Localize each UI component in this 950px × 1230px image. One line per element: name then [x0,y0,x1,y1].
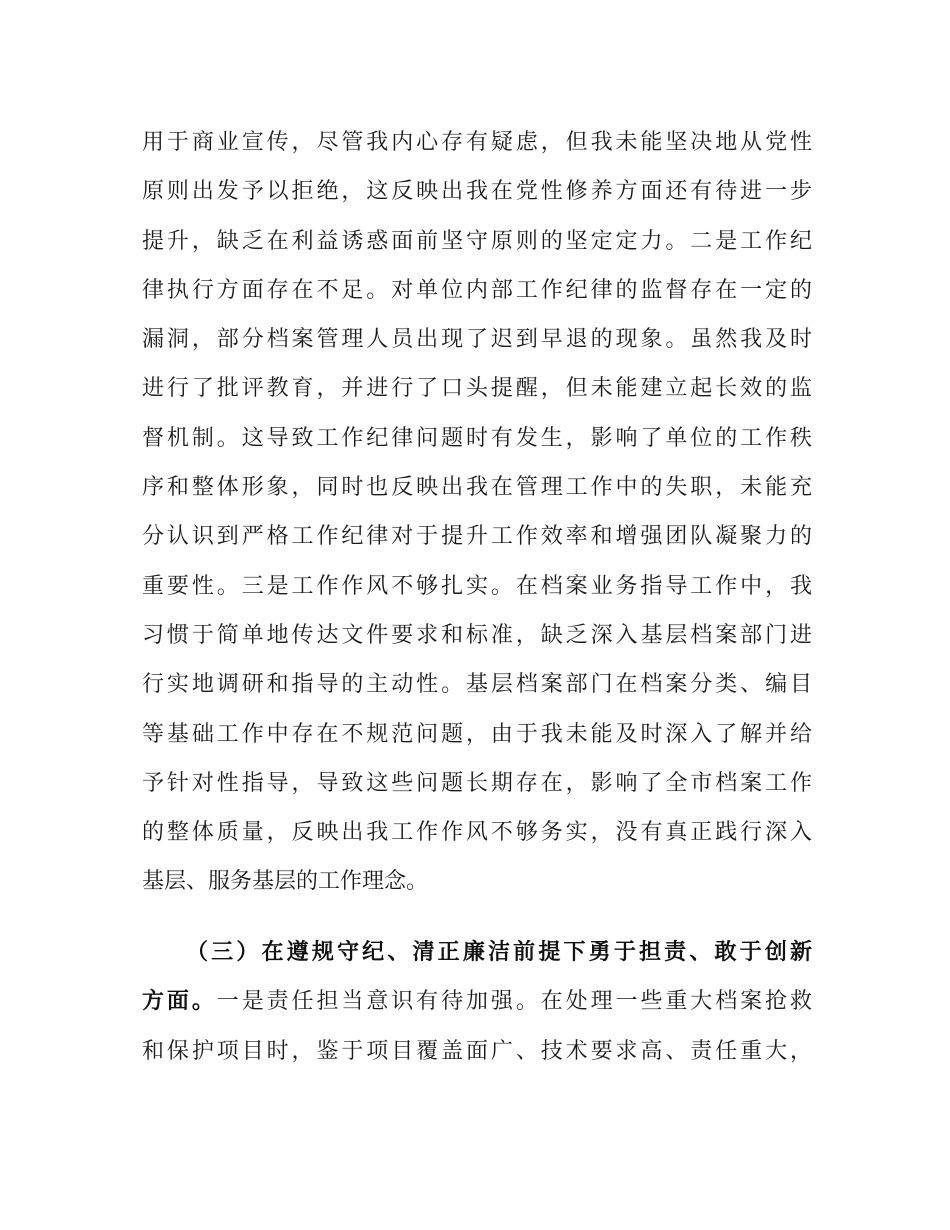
section-heading-end: 方面。 [142,989,217,1015]
section-paragraph [142,928,812,1076]
paragraph-line: 进行了批评教育，并进行了口头提醒，但未能建立起长效的监 [142,376,812,402]
paragraph-line: 的整体质量，反映出我工作作风不够务实，没有真正践行深入 [142,820,812,846]
paragraph-line: 督机制。这导致工作纪律问题时有发生，影响了单位的工作秩 [142,425,812,451]
paragraph-line: 漏洞，部分档案管理人员出现了迟到早退的现象。虽然我及时 [142,327,812,353]
body-paragraph [142,118,812,907]
paragraph-line: 基层、服务基层的工作理念。 [142,869,429,895]
paragraph-line [142,977,812,1026]
paragraph-line: 和保护项目时，鉴于项目覆盖面广、技术要求高、责任重大， [142,1038,812,1064]
paragraph-line: 序和整体形象，同时也反映出我在管理工作中的失职，未能充 [142,475,812,501]
paragraph-line: 行实地调研和指导的主动性。基层档案部门在档案分类、编目 [142,672,812,698]
paragraph-line: 习惯于简单地传达文件要求和标准，缺乏深入基层档案部门进 [142,622,812,648]
paragraph-line: 分认识到严格工作纪律对于提升工作效率和增强团队凝聚力的 [142,524,812,550]
paragraph-line: 予针对性指导，导致这些问题长期存在，影响了全市档案工作 [142,770,812,796]
paragraph-line: 提升，缺乏在利益诱惑面前坚守原则的坚定定力。二是工作纪 [142,228,812,254]
section-heading: （三）在遵规守纪、清正廉洁前提下勇于担责、敢于创新 [186,940,812,965]
paragraph-line: 原则出发予以拒绝，这反映出我在党性修养方面还有待进一步 [142,179,812,205]
paragraph-line-text: 一是责任担当意识有待加强。在处理一些重大档案抢救 [216,989,812,1015]
paragraph-line: 律执行方面存在不足。对单位内部工作纪律的监督存在一定的 [142,277,812,303]
paragraph-line: 等基础工作中存在不规范问题，由于我未能及时深入了解并给 [142,721,812,747]
paragraph-line: 重要性。三是工作作风不够扎实。在档案业务指导工作中，我 [142,573,812,599]
paragraph-line: 用于商业宣传，尽管我内心存有疑虑，但我未能坚决地从党性 [142,130,812,155]
